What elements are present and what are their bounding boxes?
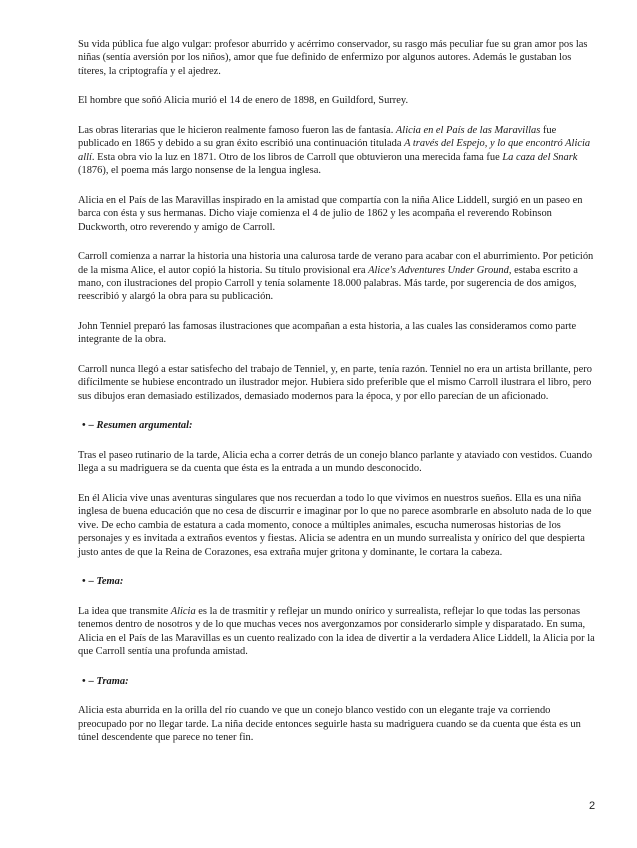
text-run: – Tema: [88,576,124,588]
section-heading [82,419,598,432]
text-run: El hombre que soñó Alicia murió el 14 de enero de 1898, en Guildford, Surrey. [78,95,409,107]
italic-title: Alicia [170,605,196,617]
body-paragraph [78,363,598,403]
text-run: Carroll comienza a narrar la historia una historia una calurosa tarde de verano para acabar con el aburrimiento. Por petición de la misma Alice, el autor copió la historia. Su título provisional era [78,251,594,276]
bullet-icon: • [82,420,86,432]
text-run: Su vida pública fue algo vulgar: profesor aburrido y acérrimo conservador, su rasgo más peculiar fue su gran amor pos las niñas (sentía aversión por los niños), amor que fue definido de enfermizo por algunos autores. Además le gustaban los títeres, la criptografía y el ajedrez. [78,39,588,77]
text-run: , estaba escrito a mano, con ilustraciones del propio Carroll y tenía solamente 18.000 palabras. Más tarde, por sugerencia de dos amigos, reescribió y alargó la obra para su publicación. [78,264,578,303]
text-run: Alicia en el País de las Maravillas inspirado en la amistad que compartía con la niña Alice Liddell, surgió en un paseo en barca con ésta y sus hermanas. Dicho viaje comienza el 4 de julio de 1862 y les acompaña el reverendo Robinson Duckworth, otro reverendo y amigo de Carroll. [78,194,583,233]
text-run: – Resumen argumental: [88,420,193,432]
body-paragraph [78,94,598,107]
text-run: Alicia esta aburrida en la orilla del río cuando ve que un conejo blanco vestido con un elegante traje va corriendo preocupado por no llegar tarde. La niña decide entonces seguirle hasta su madriguera cuando se da cuenta que ésta es un túnel descendente que parece no tener fin. [78,705,581,744]
body-paragraph [78,320,598,347]
body-paragraph [78,250,598,304]
section-heading [82,675,598,688]
body-paragraph [78,449,598,476]
text-run: Las obras literarias que le hicieron realmente famoso fueron las de fantasía. [78,125,396,136]
text-run: fue publicado en 1865 y debido a su gran éxito escribió una continuación titulada [78,125,557,150]
bullet-icon: • [82,675,86,687]
body-paragraph [78,605,598,659]
italic-title: La caza del Snark [502,151,578,163]
body-paragraph [78,124,598,178]
italic-title: Alicia en el País de las Maravillas [395,125,541,136]
body-paragraph [78,704,598,744]
bullet-icon: • [82,576,86,588]
text-run: – Trama: [88,675,129,687]
text-run: En él Alicia vive unas aventuras singulares que nos recuerdan a todo lo que vivimos en nuestros sueños. Ella es una niña inglesa de buena educación que no cesa de discurrir e imaginar por lo que no parece asombrarle en absoluto nada de lo que vive. De echo cambia de estatura a cada momento, conoce a múltiples animales, escucha numerosas historias de los personajes y es invitada a extraños eventos y fiestas. Alicia se adentra en un mundo surrealista y onírico del que despierta justo antes de que la Reina de Corazones, esa extraña mujer gritona y dominante, le cortara la cabeza. [78,493,592,558]
italic-title: Alice's Adventures Under Ground [368,264,509,276]
text-run: Tras el paseo rutinario de la tarde, Alicia echa a correr detrás de un conejo blanco parlante y ataviado con vestidos. Cuando llega a su madriguera se da cuenta que ésta es la entrada a un mundo desconocido. [78,450,593,475]
body-paragraph [78,492,598,559]
text-run: . Esta obra vio la luz en 1871. Otro de los libros de Carroll que obtuvieron una merecida fama fue [91,151,503,163]
body-paragraph [78,194,598,234]
italic-title: A través del Espejo, y lo que encontró Alicia allí [78,138,591,163]
text-run: Carroll nunca llegó a estar satisfecho del trabajo de Tenniel, y, en parte, tenía razón. Tenniel no era un artista brillante, pero difícilmente se hubiese encontrado un ilustrador mejor. Hubiera sido preferible que el mismo Carroll ilustrara el libro, pero sus dibujos eran demasiado estilizados, demasiado modernos para la época, y por ello parecían de un aficionado. [78,364,592,402]
text-run: John Tenniel preparó las famosas ilustraciones que acompañan a esta historia, a las cuales las consideramos como parte integrante de la obra. [78,321,577,346]
body-paragraph [78,38,598,78]
page-number: 2 [589,800,596,812]
text-run: es la de trasmitir y reflejar un mundo onírico y surrealista, reflejar lo que todas las personas tenemos dentro de nosotros y de lo que muchas veces nos avergonzamos por considerarlo simple y disparatado. En suma, Alicia en el País de las Maravillas es un cuento realizado con la idea de divertir a la verdadera Alice Liddell, la Alicia por la que Carroll sentía una profunda amistad. [78,605,595,658]
text-run: (1876), el poema más largo nonsense de la lengua inglesa. [78,165,321,177]
text-run: La idea que transmite [78,605,171,617]
section-heading [82,575,598,588]
document-body [78,38,598,761]
